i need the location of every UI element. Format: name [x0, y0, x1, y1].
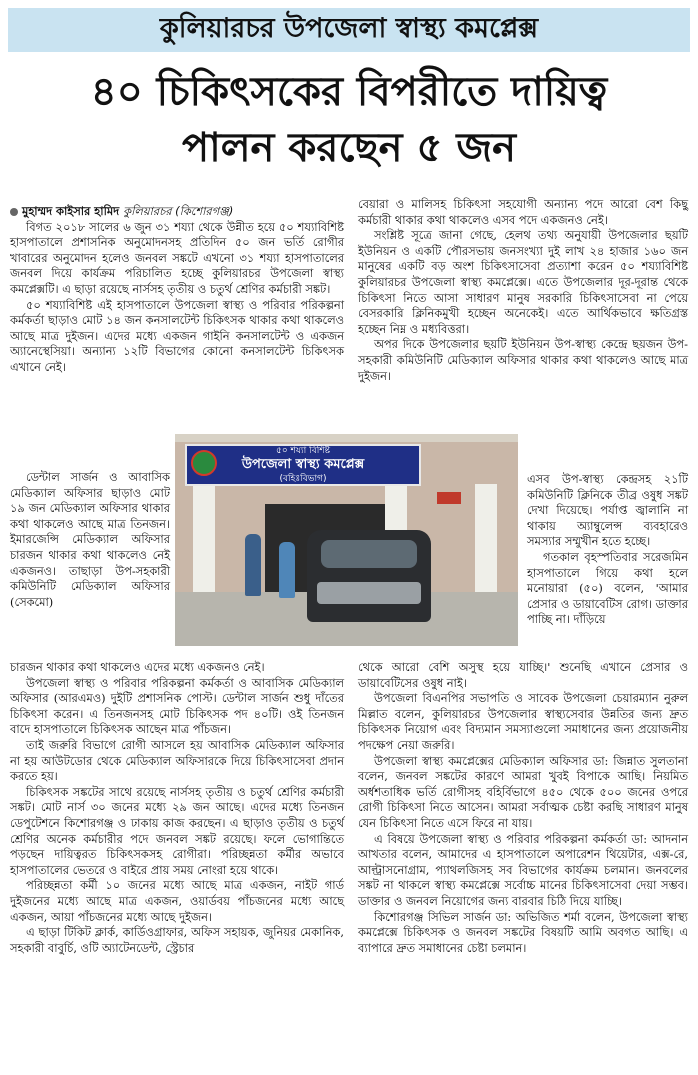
sign-line-3: (বহিঃবিভাগ) [279, 474, 327, 484]
paragraph: এসব উপ-স্বাস্থ্য কেন্দ্রসহ ২১টি কমিউনিটি ক্লিনিকে তীব্র ওষুধ সঙ্কট দেখা দিয়েছে। পর্যাপ্ত জ্বালানি না থাকায় অ্যাম্বুলেন্স ব্যবহারেও সমস্যার সম্মুখীন হতে হচ্ছে। [527, 472, 688, 549]
hospital-photo [175, 434, 518, 646]
headline [0, 64, 698, 176]
column-2-middle [527, 472, 688, 628]
photo-car [307, 530, 431, 622]
photo-pillar [475, 484, 497, 594]
car-grill [317, 582, 421, 604]
column-2-top [358, 197, 688, 384]
byline-place: কুলিয়ারচর (কিশোরগঞ্জ) [123, 204, 234, 218]
hospital-sign [185, 444, 421, 486]
headline-line-2: পালন করছেন ৫ জন [181, 125, 516, 171]
car-windshield [321, 540, 417, 568]
column-1-top [10, 204, 344, 376]
sign-line-1: ৫০ শয্যা বিশিষ্ট [275, 446, 331, 456]
sign-line-2: উপজেলা স্বাস্থ্য কমপ্লেক্স [241, 457, 365, 472]
byline [10, 204, 344, 220]
photo-person [245, 534, 261, 596]
column-1-bottom [10, 660, 344, 956]
column-2-bottom [358, 660, 688, 956]
paragraph: থেকে আরো বেশি অসুস্থ হয়ে যাচ্ছি।' শুনেছি এখানে প্রেসার ও ডায়াবেটিসের ওষুধ নাই। [358, 660, 688, 690]
paragraph: ডেন্টাল সার্জন ও আবাসিক মেডিক্যাল অফিসার ছাড়াও মোট ১৯ জন মেডিক্যাল অফিসার থাকার কথা থাকলেও আছে মাত্র তিনজন। ইমারজেন্সি মেডিক্যাল অফিসার চারজন থাকার কথা থাকলেও নেই একজনও। তাছাড়া উপ-সহকারী কমিউনিটি মেডিক্যাল অফিসার (সেকমো) [10, 470, 170, 609]
photo-person [279, 542, 295, 598]
column-1-middle [10, 470, 170, 610]
paragraph: চারজন থাকার কথা থাকলেও এদের মধ্যে একজনও নেই। [10, 660, 265, 674]
paragraph: বেয়ারা ও মালিসহ চিকিৎসা সহযোগী অন্যান্য পদে আরো বেশ কিছু কর্মচারী থাকার কথা থাকলেও এসব পদে একজনও নেই। [358, 197, 688, 227]
paragraph: বিগত ২০১৮ সালের ৬ জুন ৩১ শয্যা থেকে উন্নীত হয়ে ৫০ শয্যাবিশিষ্ট হাসপাতালে প্রশাসনিক অনুমোদনসহ প্রতিদিন ৫০ জন ভর্তি রোগীর খাবারের অনুমোদন হলেও জনবল সঙ্কটে এখনো ৩১ শয্যা হাসপাতালের জনবল দিয়ে কার্যক্রম পরিচালিত হচ্ছে কুলিয়ারচর উপজেলা স্বাস্থ্য কমপ্লেক্সটি। এ ছাড়া রয়েছে নার্সসহ তৃতীয় ও চতুর্থ শ্রেণির কর্মচারী সঙ্কট। [10, 219, 344, 296]
kicker-banner [8, 8, 690, 52]
paragraph: সংশ্লিষ্ট সূত্রে জানা গেছে, হেলথ তথ্য অনুযায়ী উপজেলার ছয়টি ইউনিয়ন ও একটি পৌরসভায় জনসংখ্যা দুই লাখ ২৪ হাজার ১৬০ জন মানুষের একটি বড় অংশ চিকিৎসাসেবা প্রত্যাশা করেন ৫০ শয্যাবিশিষ্ট কুলিয়ারচর উপজেলা স্বাস্থ্য কমপ্লেক্সে। এতে উপজেলার দূর-দূরান্ত থেকে চিকিৎসা নিতে আসা সাধারণ মানুষ সরকারি চিকিৎসাসেবা না পেয়ে বেসরকারি ক্লিনিকমুখী হচ্ছেন অনেকেই। এতে আর্থিকভাবে ক্ষতিগ্রস্ত হচ্ছেন নিম্ন ও মধ্যবিত্তরা। [358, 228, 688, 336]
paragraph: এ বিষয়ে উপজেলা স্বাস্থ্য ও পরিবার পরিকল্পনা কর্মকর্তা ডা: আদনান আখতার বলেন, আমাদের এ হাসপাতালে অপারেশন থিয়েটার, এক্স-রে, আল্ট্রাসনোগ্রাম, প্যাথলজিসহ সব বিভাগের কার্যক্রম চলমান। জনবলের সঙ্কট না থাকলে স্বাস্থ্য কমপ্লেক্সে সর্বোচ্চ মানের চিকিৎসাসেবা দেয়া সম্ভব। ডাক্তার ও জনবল নিয়োগের জন্য বারবার চিঠি দিয়ে যাচ্ছি। [358, 831, 688, 908]
paragraph: পরিচ্ছন্নতা কর্মী ১০ জনের মধ্যে আছে মাত্র একজন, নাইট গার্ড দুইজনের মধ্যে আছে মাত্র একজন, ওয়ার্ডবয় পাঁচজনের মধ্যে আছে একজন, আয়া পাঁচজনের মধ্যে আছে দুইজন। [10, 878, 344, 924]
photo-banner [437, 492, 461, 504]
paragraph: উপজেলা স্বাস্থ্য কমপ্লেক্সের মেডিক্যাল অফিসার ডা: জিন্নাত সুলতানা বলেন, জনবল সঙ্কটের কারণে আমরা খুবই বিপাকে আছি। নিয়মিত অর্ধশতাধিক ভর্তি রোগীসহ বহির্বিভাগে ৪৫০ থেকে ৫০০ জনের ওপরে রোগী চিকিৎসা নিতে আসেন। আমরা সর্বাত্মক চেষ্টা করছি সাধারণ মানুষ যেন চিকিৎসা নিতে এসে ফিরে না যায়। [358, 753, 688, 830]
headline-line-1: ৪০ চিকিৎসকের বিপরীতে দায়িত্ব [90, 69, 608, 115]
photo-pillar [193, 484, 215, 594]
paragraph: উপজেলা স্বাস্থ্য ও পরিবার পরিকল্পনা কর্মকর্তা ও আবাসিক মেডিক্যাল অফিসার (আরএমও) দুইটি প্রশাসনিক পোস্ট। ডেন্টাল সার্জন শুধু দাঁতের চিকিৎসা করেন। এ তিনজনসহ মোট চিকিৎসক পদ ৪০টি। ওই তিনজন বাদে হাসপাতালে চিকিৎসক আছেন মাত্র পাঁচজন। [10, 675, 344, 737]
paragraph: চিকিৎসক সঙ্কটের সাথে রয়েছে নার্সসহ তৃতীয় ও চতুর্থ শ্রেণির কর্মচারী সঙ্কট। মোট নার্স ৩০ জনের মধ্যে ২৯ জন আছে। এদের মধ্যে তিনজন ডেপুটেশনে কিশোরগঞ্জ ও ঢাকায় কাজ করছেন। এ ছাড়াও তৃতীয় ও চতুর্থ শ্রেণির অনেক কর্মচারীর পদে জনবল সঙ্কট রয়েছে। ফলে ভোগান্তিতে পড়ছেন দায়িত্বরত চিকিৎসকসহ রোগীরা। পরিচ্ছন্নতা কর্মীর অভাবে হাসপাতালের ভেতরে ও বাইরে প্রায় সময় নোংরা হয়ে থাকে। [10, 784, 344, 877]
kicker-text: কুলিয়ারচর উপজেলা স্বাস্থ্য কমপ্লেক্স [159, 12, 539, 44]
paragraph: এ ছাড়া টিকিট ক্লার্ক, কার্ডিওগ্রাফার, অফিস সহায়ক, জুনিয়র মেকানিক, সহকারী বাবুর্চি, ওটি অ্যাটেনডেন্ট, স্ট্রেচার [10, 925, 344, 955]
byline-name: মুহাম্মদ কাইসার হামিদ [22, 204, 120, 218]
paragraph: উপজেলা বিএনপির সভাপতি ও সাবেক উপজেলা চেয়ারম্যান নুরুল মিল্লাত বলেন, কুলিয়ারচর উপজেলার স্বাস্থ্যসেবার উন্নতির জন্য দ্রুত চিকিৎসক নিয়োগ এবং বিদ্যমান সমস্যাগুলো সমাধানের জন্য প্রয়োজনীয় পদক্ষেপ নেয়া জরুরি। [358, 691, 688, 752]
paragraph: তাই জরুরি বিভাগে রোগী আসলে হয় আবাসিক মেডিক্যাল অফিসার না হয় আউটডোর থেকে মেডিক্যাল অফিসারকে দিয়ে চিকিৎসাসেবা প্রদান করতে হয়। [10, 737, 344, 784]
paragraph: কিশোরগঞ্জ সিভিল সার্জন ডা: অভিজিত শর্মা বলেন, উপজেলা স্বাস্থ্য কমপ্লেক্সে চিকিৎসক ও জনবল সঙ্কটের বিষয়টি আমি অবগত আছি। এ ব্যাপারে দ্রুত সমাধানের চেষ্টা চলমান। [358, 909, 688, 955]
paragraph: ৫০ শয্যাবিশিষ্ট এই হাসপাতালে উপজেলা স্বাস্থ্য ও পরিবার পরিকল্পনা কর্মকর্তা ছাড়াও মোট ১৪ জন কনসালটেন্ট চিকিৎসক থাকার কথা থাকলেও আছে মাত্র দুইজন। এদের মধ্যে একজন গাইনি কনসালটেন্ট ও একজন অ্যানেস্থেসিয়া। অন্যান্য ১২টি বিভাগের কোনো কনসালটেন্ট চিকিৎসক এখানে নেই। [10, 297, 344, 374]
paragraph: গতকাল বৃহস্পতিবার সরেজমিন হাসপাতালে গিয়ে কথা হলে মনোয়ারা (৫০) বলেন, 'আমার প্রেসার ও ডায়াবেটিস রোগ। ডাক্তার পাচ্ছি না। দাঁড়িয়ে [527, 549, 688, 627]
bullet-icon [10, 208, 18, 216]
paragraph: অপর দিকে উপজেলার ছয়টি ইউনিয়ন উপ-স্বাস্থ্য কেন্দ্রে ছয়জন উপ-সহকারী কমিউনিটি মেডিক্যাল অফিসার থাকার কথা থাকলেও আছে মাত্র দুইজন। [358, 337, 688, 383]
government-logo-icon [191, 450, 217, 476]
